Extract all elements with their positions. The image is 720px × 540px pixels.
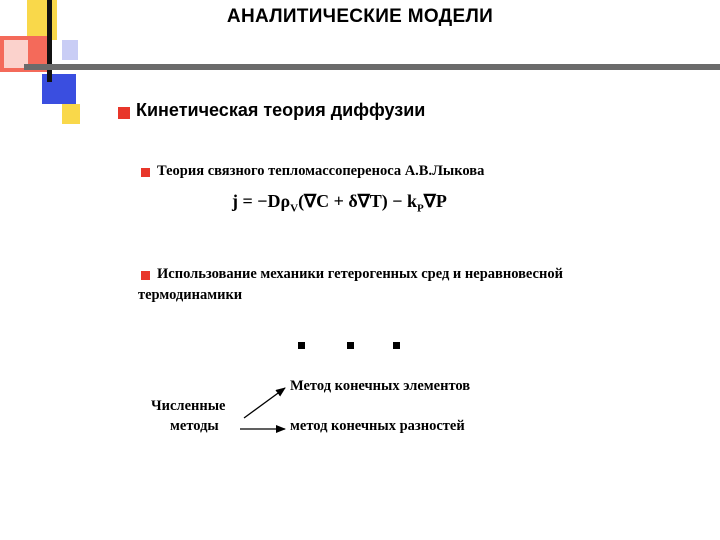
mechanics-text-line2: термодинамики	[138, 287, 243, 303]
slide-title: АНАЛИТИЧЕСКИЕ МОДЕЛИ	[226, 6, 494, 27]
slide-subtitle: Кинетическая теория диффузии	[136, 100, 426, 120]
formula-sub-p: P	[417, 202, 424, 215]
formula-right: ∇P	[423, 191, 447, 211]
formula-sub-v: V	[290, 202, 299, 215]
mechanics-text-line1: Использование механики гетерогенных сред и неравновесной	[157, 266, 563, 282]
formula-left: j = −Dρ	[232, 191, 291, 211]
lykov-theory-text: Теория связного тепломассопереноса А.В.Лыкова	[157, 163, 485, 179]
method-fem-text: Метод конечных элементов	[290, 378, 471, 394]
arrow-to-fem	[244, 388, 285, 418]
numerical-methods-label-line2: методы	[170, 418, 219, 434]
formula-middle: (∇C + δ∇T) − k	[298, 191, 418, 211]
method-fdm-text: метод конечных разностей	[290, 418, 465, 434]
numerical-methods-label-line1: Численные	[151, 398, 226, 414]
